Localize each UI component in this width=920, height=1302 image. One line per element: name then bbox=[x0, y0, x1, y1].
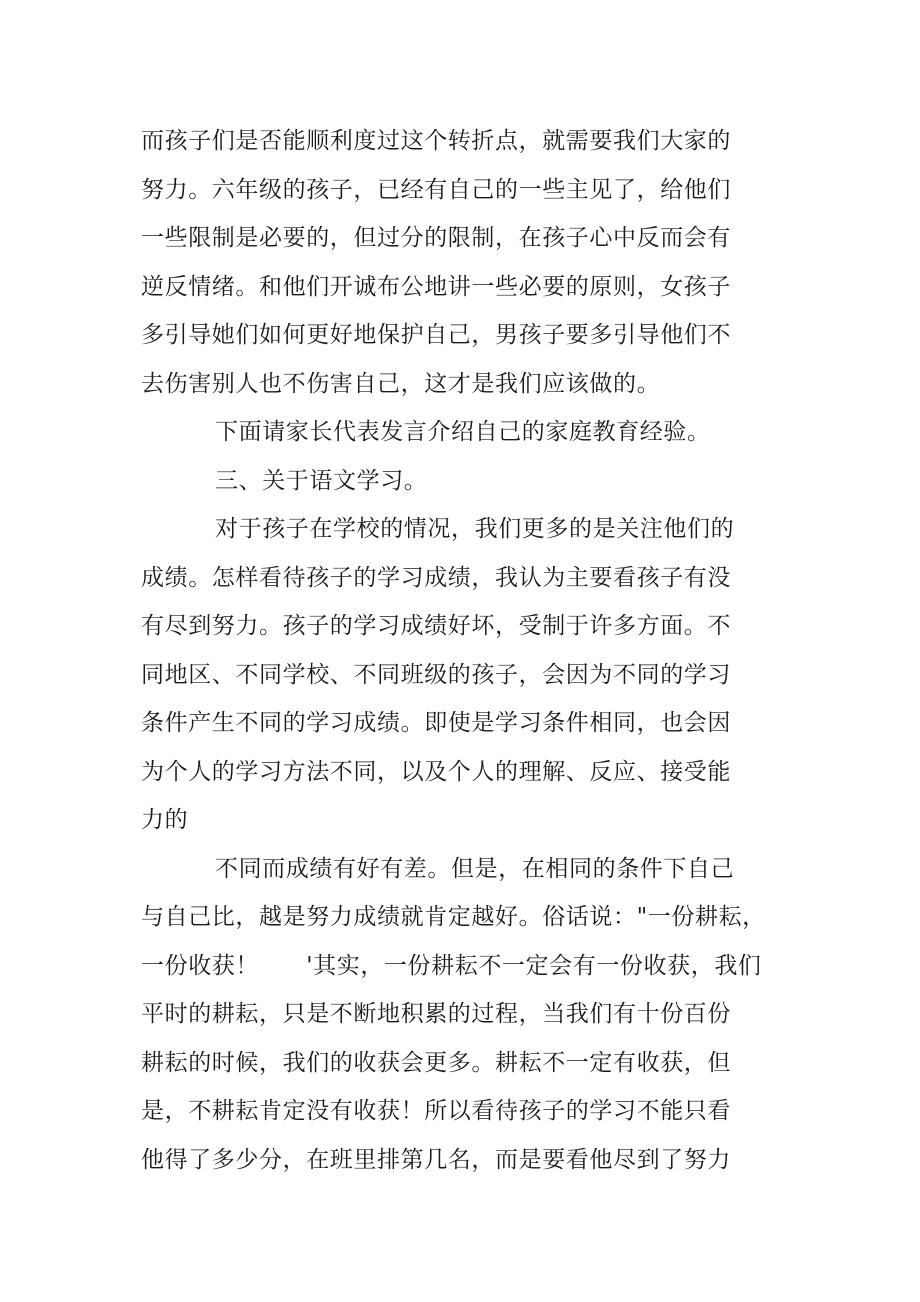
text-line: 有尽到努力。孩子的学习成绩好坏，受制于许多方面。不 bbox=[141, 613, 731, 639]
text-line: 力的 bbox=[141, 807, 189, 833]
text-line: 与自己比，越是努力成绩就肯定越好。俗话说："一份耕耘， bbox=[141, 904, 766, 930]
text-line: 对于孩子在学校的情况，我们更多的是关注他们的 bbox=[215, 516, 735, 542]
text-line: 是，不耕耘肯定没有收获！所以看待孩子的学习不能只看 bbox=[141, 1098, 731, 1124]
text-line: 成绩。怎样看待孩子的学习成绩，我认为主要看孩子有没 bbox=[141, 564, 731, 591]
text-line: 努力。六年级的孩子，已经有自己的一些主见了，给他们 bbox=[141, 176, 731, 203]
text-line: 平时的耕耘，只是不断地积累的过程，当我们有十份百份 bbox=[141, 1001, 731, 1027]
section-heading: 三、关于语文学习。 bbox=[215, 467, 428, 494]
text-line: 而孩子们是否能顺利度过这个转折点，就需要我们大家的 bbox=[141, 128, 731, 154]
text-line: 为个人的学习方法不同，以及个人的理解、反应、接受能 bbox=[141, 758, 731, 785]
text-line: 同地区、不同学校、不同班级的孩子，会因为不同的学习 bbox=[141, 661, 731, 688]
text-line: 逆反情绪。和他们开诚布公地讲一些必要的原则，女孩子 bbox=[141, 273, 731, 300]
document-body bbox=[141, 117, 791, 1184]
text-line: 耕耘的时候，我们的收获会更多。耕耘不一定有收获，但 bbox=[141, 1049, 731, 1076]
text-line: 一些限制是必要的，但过分的限制，在孩子心中反而会有 bbox=[141, 225, 731, 251]
text-line: 条件产生不同的学习成绩。即使是学习条件相同，也会因 bbox=[141, 710, 731, 736]
text-line: 一份收获！ '其实，一份耕耘不一定会有一份收获，我们 bbox=[141, 952, 762, 979]
text-line: 多引导她们如何更好地保护自己，男孩子要多引导他们不 bbox=[141, 322, 731, 348]
text-line: 去伤害别人也不伤害自己，这才是我们应该做的。 bbox=[141, 370, 661, 397]
text-line: 他得了多少分，在班里排第几名，而是要看他尽到了努力 bbox=[141, 1146, 731, 1173]
text-line: 下面请家长代表发言介绍自己的家庭教育经验。 bbox=[215, 419, 711, 445]
text-line: 不同而成绩有好有差。但是，在相同的条件下自己 bbox=[215, 855, 735, 882]
